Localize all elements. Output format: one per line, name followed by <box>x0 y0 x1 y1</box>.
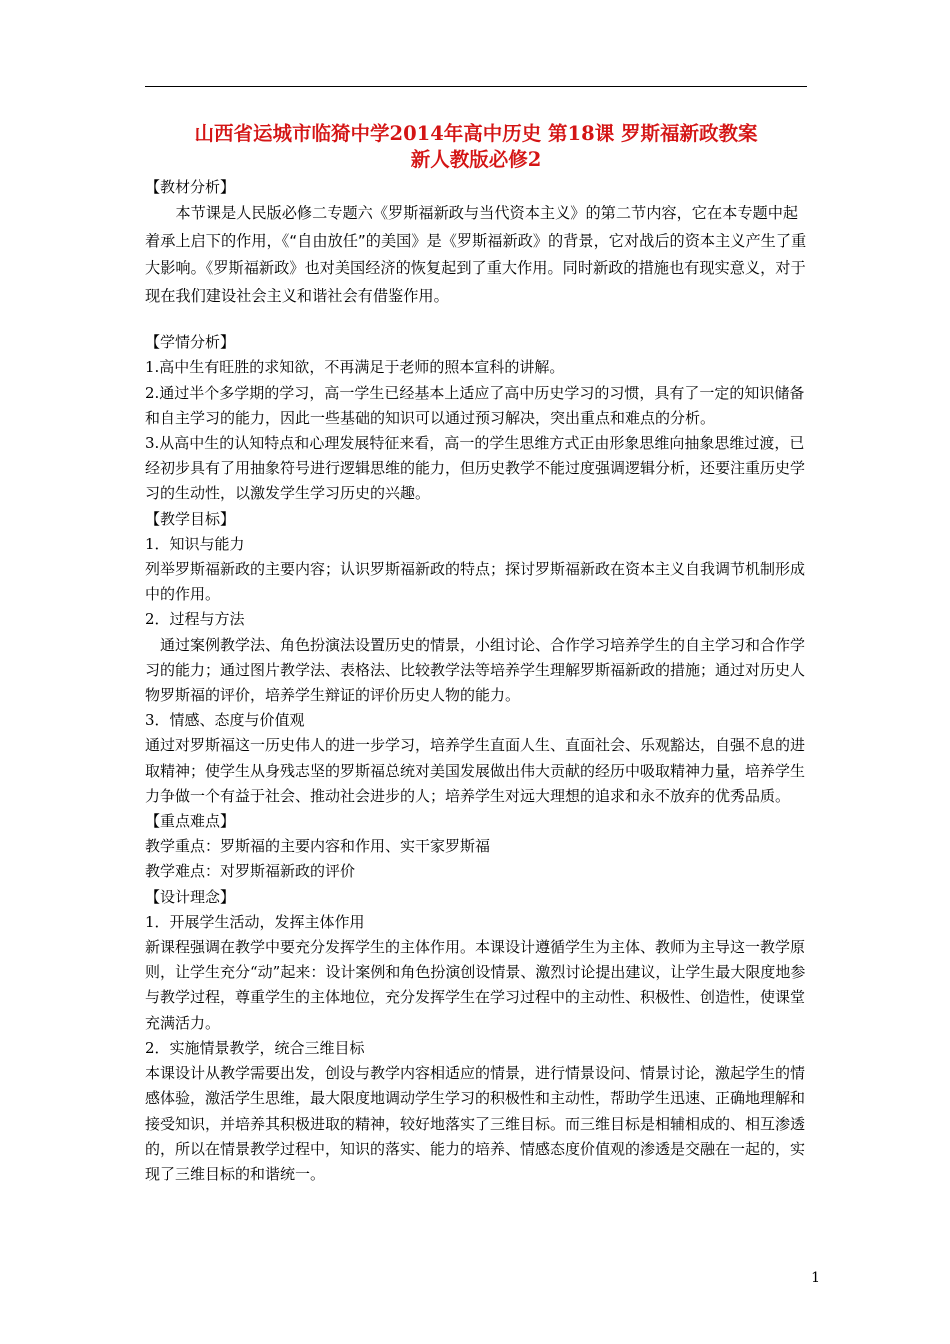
goal-subheading-emotion: 3．情感、态度与价值观 <box>145 711 305 730</box>
title-line-1: 山西省运城市临猗中学2014年高中历史 第18课 罗斯福新政教案 <box>194 122 758 145</box>
design-subheading-2: 2．实施情景教学，统合三维目标 <box>145 1038 365 1057</box>
document-title <box>145 121 807 173</box>
header-rule <box>145 86 807 87</box>
learner-analysis-item-3: 3.从高中生的认知特点和心理发展特征来看，高一的学生思维方式正由形象思维向抽象思维过渡，已经初步具有了用抽象符号进行逻辑思维的能力，但历史教学不能过度强调逻辑分析，还要注重历史学习的生动性，以激发学生学习历史的兴趣。 <box>145 434 806 503</box>
design-paragraph-2: 本课设计从教学需要出发，创设与教学内容相适应的情景，进行情景设问、情景讨论，激起学生的情感体验，激活学生思维，最大限度地调动学生学习的积极性和主动性，帮助学生迅速、正确地理解和接受知识，并培养其积极进取的精神，较好地落实了三维目标。而三维目标是相辅相成的、相互渗透的，所以在情景教学过程中，知识的落实、能力的培养、情感态度价值观的渗透是交融在一起的，实现了三维目标的和谐统一。 <box>145 1064 806 1183</box>
section-heading-learner-analysis: 【学情分析】 <box>145 333 236 352</box>
key-point-difficulty: 教学难点：对罗斯福新政的评价 <box>145 862 356 881</box>
section-heading-design-philosophy: 【设计理念】 <box>145 887 236 906</box>
goal-subheading-process: 2．过程与方法 <box>145 610 245 629</box>
section-heading-key-points: 【重点难点】 <box>145 812 236 831</box>
section-heading-teaching-goals: 【教学目标】 <box>145 509 236 528</box>
document-body <box>145 175 807 1187</box>
design-subheading-1: 1．开展学生活动，发挥主体作用 <box>145 912 365 931</box>
textbook-analysis-paragraph: 本节课是人民版必修二专题六《罗斯福新政与当代资本主义》的第二节内容，它在本专题中起着承上启下的作用，《“自由放任”的美国》是《罗斯福新政》的背景，它对战后的资本主义产生了重大影响。《罗斯福新政》也对美国经济的恢复起到了重大作用。同时新政的措施也有现实意义，对于现在我们建设社会主义和谐社会有借鉴作用。 <box>145 204 807 305</box>
goal-knowledge-paragraph: 列举罗斯福新政的主要内容；认识罗斯福新政的特点；探讨罗斯福新政在资本主义自我调节机制形成中的作用。 <box>145 560 806 604</box>
section-heading-textbook-analysis: 【教材分析】 <box>145 178 236 196</box>
title-line-2: 新人教版必修2 <box>410 148 542 171</box>
goal-process-paragraph: 通过案例教学法、角色扮演法设置历史的情景，小组讨论、合作学习培养学生的自主学习和合作学习的能力；通过图片教学法、表格法、比较教学法等培养学生理解罗斯福新政的措施；通过对历史人物罗斯福的评价，培养学生辩证的评价历史人物的能力。 <box>145 635 806 705</box>
learner-analysis-item-2: 2.通过半个多学期的学习，高一学生已经基本上适应了高中历史学习的习惯，具有了一定的知识储备和自主学习的能力，因此一些基础的知识可以通过预习解决，突出重点和难点的分析。 <box>145 383 805 427</box>
page-number: 1 <box>811 1270 820 1286</box>
learner-analysis-item-1: 1.高中生有旺胜的求知欲，不再满足于老师的照本宣科的讲解。 <box>145 358 565 377</box>
goal-emotion-paragraph: 通过对罗斯福这一历史伟人的进一步学习，培养学生直面人生、直面社会、乐观豁达，自强不息的进取精神；使学生从身残志坚的罗斯福总统对美国发展做出伟大贡献的经历中吸取精神力量，培养学生力争做一个有益于社会、推动社会进步的人；培养学生对远大理想的追求和永不放弃的优秀品质。 <box>145 736 806 805</box>
goal-subheading-knowledge: 1．知识与能力 <box>145 534 245 553</box>
key-point-focus: 教学重点：罗斯福的主要内容和作用、实干家罗斯福 <box>145 837 491 856</box>
design-paragraph-1: 新课程强调在教学中要充分发挥学生的主体作用。本课设计遵循学生为主体、教师为主导这一教学原则，让学生充分“动”起来：设计案例和角色扮演创设情景、激烈讨论提出建议，让学生最大限度地参与教学过程，尊重学生的主体地位，充分发挥学生在学习过程中的主动性、积极性、创造性，使课堂充满活力。 <box>145 938 806 1032</box>
